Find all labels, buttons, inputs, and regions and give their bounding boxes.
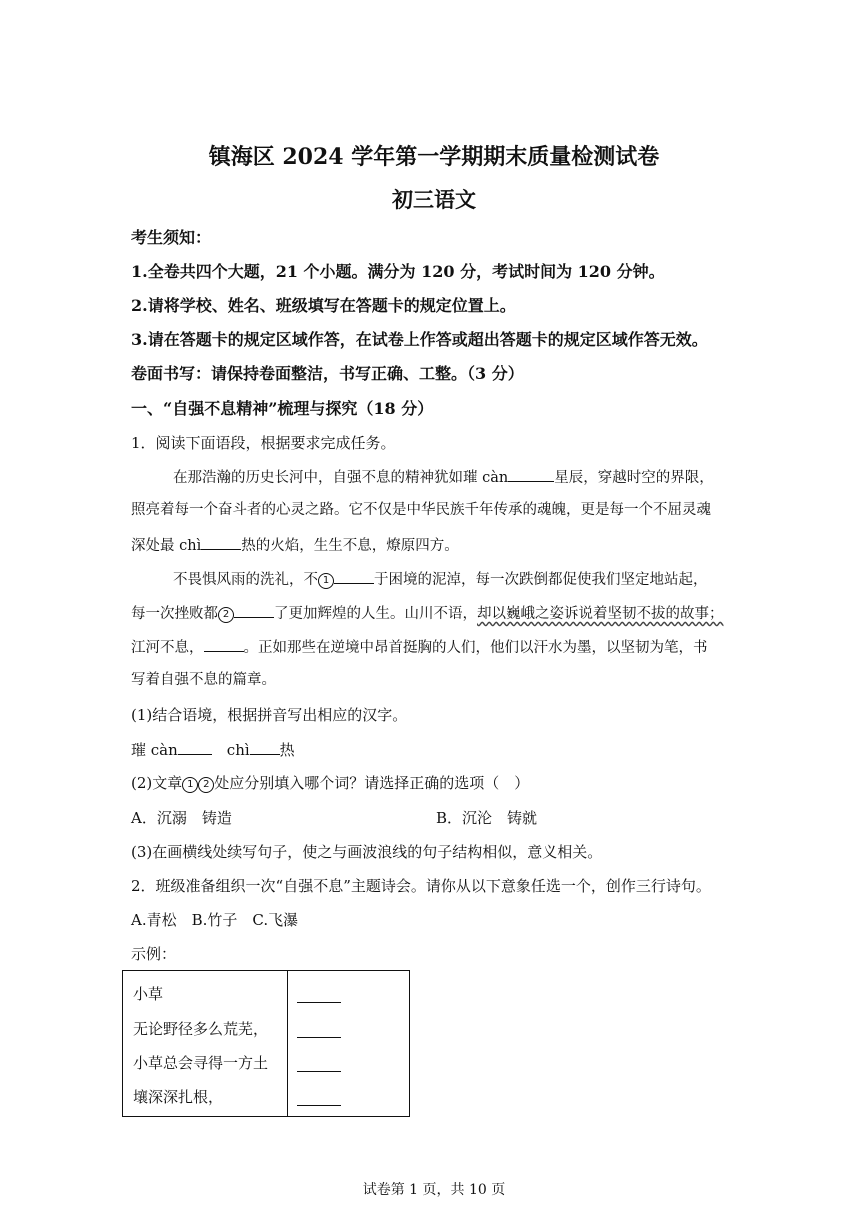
answer-blank[interactable]	[334, 568, 374, 584]
example-table	[122, 970, 410, 1117]
question-2-options: A.青松 B.竹子 C.飞瀑	[131, 911, 299, 929]
subquestion-1: (1)结合语境，根据拼音写出相应的汉字。	[131, 706, 408, 724]
poem-answer-blank[interactable]	[297, 1036, 341, 1038]
option-b[interactable]: B．沉沦 铸就	[436, 809, 538, 827]
answer-blank[interactable]	[178, 739, 212, 755]
passage-line: 照亮着每一个奋斗者的心灵之路。它不仅是中华民族千年传承的魂魄，更是每一个不屈灵魂	[131, 502, 711, 518]
passage-line: 每一次挫败都 2 了更加辉煌的人生。山川不语，却以巍峨之姿诉说着坚韧不拔的故事；	[131, 602, 724, 624]
poem-answer-blank[interactable]	[297, 1001, 341, 1003]
section-heading: 一、“自强不息精神”梳理与探究（18 分）	[131, 399, 434, 418]
exam-title: 镇海区 2024 学年第一学期期末质量检测试卷	[208, 144, 660, 170]
passage-line: 写着自强不息的篇章。	[131, 672, 276, 688]
answer-blank[interactable]	[234, 602, 274, 618]
answer-blank[interactable]	[250, 739, 280, 755]
subquestion-2: (2)文章 1 2 处应分别填入哪个词？请选择正确的选项（ ）	[131, 774, 530, 792]
circled-number-1: 1	[182, 777, 198, 793]
notice-item-2: 2.请将学校、姓名、班级填写在答题卡的规定位置上。	[131, 296, 516, 315]
exam-subtitle: 初三语文	[392, 187, 476, 212]
notice-item-3: 3.请在答题卡的规定区域作答，在试卷上作答或超出答题卡的规定区域作答无效。	[131, 330, 708, 349]
answer-blank[interactable]	[201, 534, 241, 550]
example-line: 小草总会寻得一方土	[133, 1054, 269, 1072]
pinyin-blanks: 璀 càn chì 热	[131, 741, 295, 759]
option-a[interactable]: A．沉溺 铸造	[131, 809, 232, 827]
passage-line: 江河不息， 。正如那些在逆境中昂首挺胸的人们，他们以汗水为墨，以坚韧为笔，书	[131, 636, 708, 658]
passage-line: 深处最 chì 热的火焰，生生不息，燎原四方。	[131, 534, 459, 556]
passage-line: 不畏惧风雨的洗礼，不 1 于困境的泥淖，每一次跌倒都促使我们坚定地站起，	[173, 568, 708, 590]
example-label: 示例：	[131, 945, 177, 963]
example-line: 小草	[133, 985, 164, 1003]
page-footer: 试卷第 1 页，共 10 页	[362, 1182, 506, 1198]
wavy-underlined-sentence: 却以巍峨之姿诉说着坚韧不拔的故事；	[477, 606, 724, 622]
circled-number-1: 1	[318, 573, 334, 589]
circled-number-2: 2	[218, 607, 234, 623]
answer-blank[interactable]	[508, 466, 554, 482]
example-line: 壤深深扎根，	[133, 1088, 224, 1106]
circled-number-2: 2	[198, 777, 214, 793]
answer-blank[interactable]	[204, 636, 244, 652]
handwriting-note: 卷面书写：请保持卷面整洁，书写正确、工整。（3 分）	[131, 364, 524, 383]
poem-answer-blank[interactable]	[297, 1070, 341, 1072]
example-line: 无论野径多么荒芜，	[133, 1020, 269, 1038]
question-2: 2．班级准备组织一次“自强不息”主题诗会。请你从以下意象任选一个，创作三行诗句。	[131, 877, 711, 895]
table-divider	[287, 971, 288, 1116]
subquestion-3: (3)在画横线处续写句子，使之与画波浪线的句子结构相似，意义相关。	[131, 843, 603, 861]
poem-answer-blank[interactable]	[297, 1104, 341, 1106]
passage-line: 在那浩瀚的历史长河中，自强不息的精神犹如璀 càn 星辰，穿越时空的界限，	[173, 466, 714, 488]
notice-item-1: 1.全卷共四个大题，21 个小题。满分为 120 分，考试时间为 120 分钟。	[131, 262, 665, 281]
notice-heading: 考生须知：	[131, 228, 212, 247]
question-1-intro: 1．阅读下面语段，根据要求完成任务。	[131, 434, 396, 452]
